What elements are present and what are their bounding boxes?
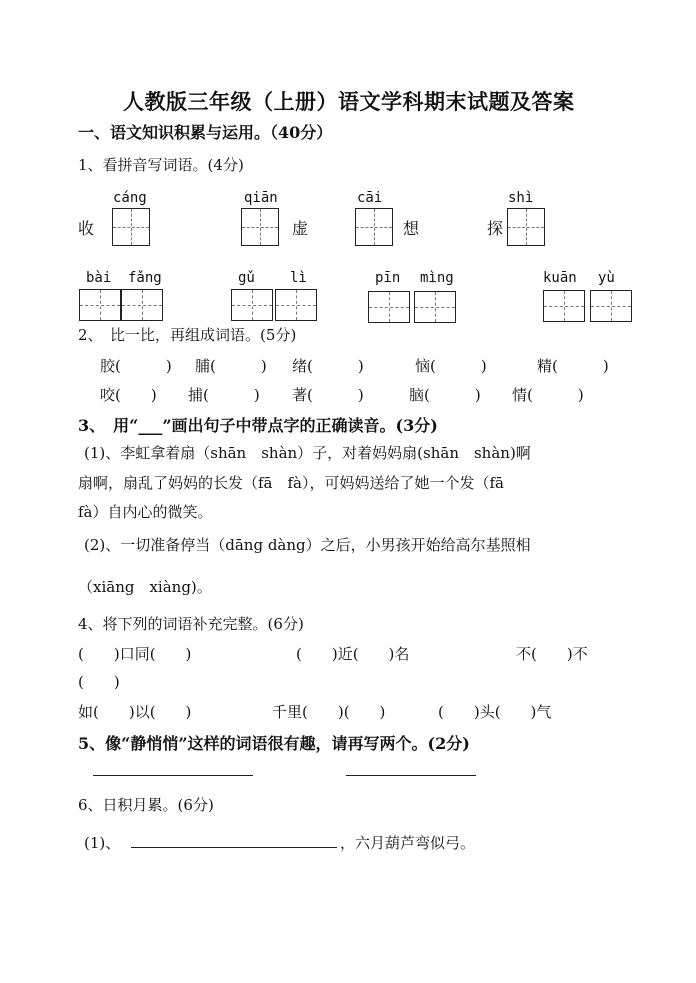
pinyin: gǔ [238, 270, 255, 286]
word-prefix: 探 [487, 219, 504, 238]
section-heading-1: 一、语文知识积累与运用。（40分） [78, 123, 333, 142]
idiom-blank[interactable]: 如( )以( ) [78, 703, 192, 721]
pinyin: pīn [375, 270, 401, 286]
compare-word[interactable]: 脑( ) [409, 386, 481, 404]
question-5-label: 5、像“静悄悄”这样的词语很有趣，请再写两个。(2分) [78, 734, 470, 753]
writing-box[interactable] [355, 208, 393, 246]
question-6-prefix: (1)、 [84, 834, 121, 852]
question-1-label: 1、看拼音写词语。(4分) [78, 156, 244, 174]
compare-word[interactable]: 情( ) [512, 386, 584, 404]
compare-word[interactable]: 胶( ) [100, 357, 172, 375]
question-3-sentence-2: （xiāng xiàng)。 [78, 578, 212, 596]
pinyin: mìng [420, 270, 454, 286]
pinyin: cāi [357, 190, 383, 206]
word-suffix: 虚 [292, 219, 309, 238]
idiom-blank[interactable]: 不( )不 [516, 645, 588, 663]
answer-line[interactable] [93, 775, 253, 776]
writing-box[interactable] [507, 208, 545, 246]
page-title: 人教版三年级（上册）语文学科期末试题及答案 [123, 89, 575, 114]
pinyin: shì [508, 190, 534, 206]
writing-box[interactable] [590, 290, 632, 322]
pinyin: qiān [244, 190, 278, 206]
compare-word[interactable]: 著( ) [292, 386, 364, 404]
writing-box[interactable] [275, 289, 317, 321]
pinyin: kuān [543, 270, 577, 286]
writing-box[interactable] [414, 291, 456, 323]
pinyin: bài [86, 270, 112, 286]
compare-word[interactable]: 脯( ) [195, 357, 267, 375]
writing-box[interactable] [231, 289, 273, 321]
idiom-blank[interactable]: ( ) [78, 673, 120, 691]
question-2-label: 2、 比一比，再组成词语。(5分) [78, 326, 297, 344]
question-3-sentence-1: fà）自内心的微笑。 [78, 503, 213, 521]
compare-word[interactable]: 捕( ) [188, 386, 260, 404]
writing-box[interactable] [112, 208, 150, 246]
pinyin: lì [290, 270, 307, 286]
idiom-blank[interactable]: 千里( )( ) [272, 703, 386, 721]
word-suffix: 想 [403, 219, 420, 238]
question-4-label: 4、将下列的词语补充完整。(6分) [78, 615, 304, 633]
writing-box[interactable] [121, 289, 163, 321]
idiom-blank[interactable]: ( )头( )气 [438, 703, 552, 721]
writing-box[interactable] [79, 289, 121, 321]
question-3-sentence-1: 扇啊，扇乱了妈妈的长发（fā fà），可妈妈送给了她一个发（fā [78, 474, 504, 492]
question-3-sentence-1: (1)、李虹拿着扇（shān shàn）子，对着妈妈扇(shān shàn)啊 [84, 444, 531, 462]
question-3-sentence-2: (2)、一切准备停当（dāng dàng）之后，小男孩开始给高尔基照相 [84, 536, 531, 554]
compare-word[interactable]: 恼( ) [415, 357, 487, 375]
pinyin: cáng [113, 190, 147, 206]
pinyin: fǎng [128, 270, 162, 286]
question-3-label: 3、 用“___”画出句子中带点字的正确读音。(3分) [78, 416, 438, 435]
question-6-label: 6、日积月累。(6分) [78, 796, 214, 814]
answer-line[interactable] [346, 775, 476, 776]
writing-box[interactable] [368, 291, 410, 323]
writing-box[interactable] [241, 208, 279, 246]
compare-word[interactable]: 绪( ) [292, 357, 364, 375]
idiom-blank[interactable]: ( )口同( ) [78, 645, 192, 663]
compare-word[interactable]: 精( ) [537, 357, 609, 375]
pinyin: yù [598, 270, 615, 286]
idiom-blank[interactable]: ( )近( )名 [296, 645, 410, 663]
answer-line[interactable] [131, 847, 337, 848]
compare-word[interactable]: 咬( ) [100, 386, 157, 404]
question-6-suffix: ，六月葫芦弯似弓。 [340, 834, 476, 852]
word-prefix: 收 [78, 219, 95, 238]
writing-box[interactable] [543, 290, 585, 322]
